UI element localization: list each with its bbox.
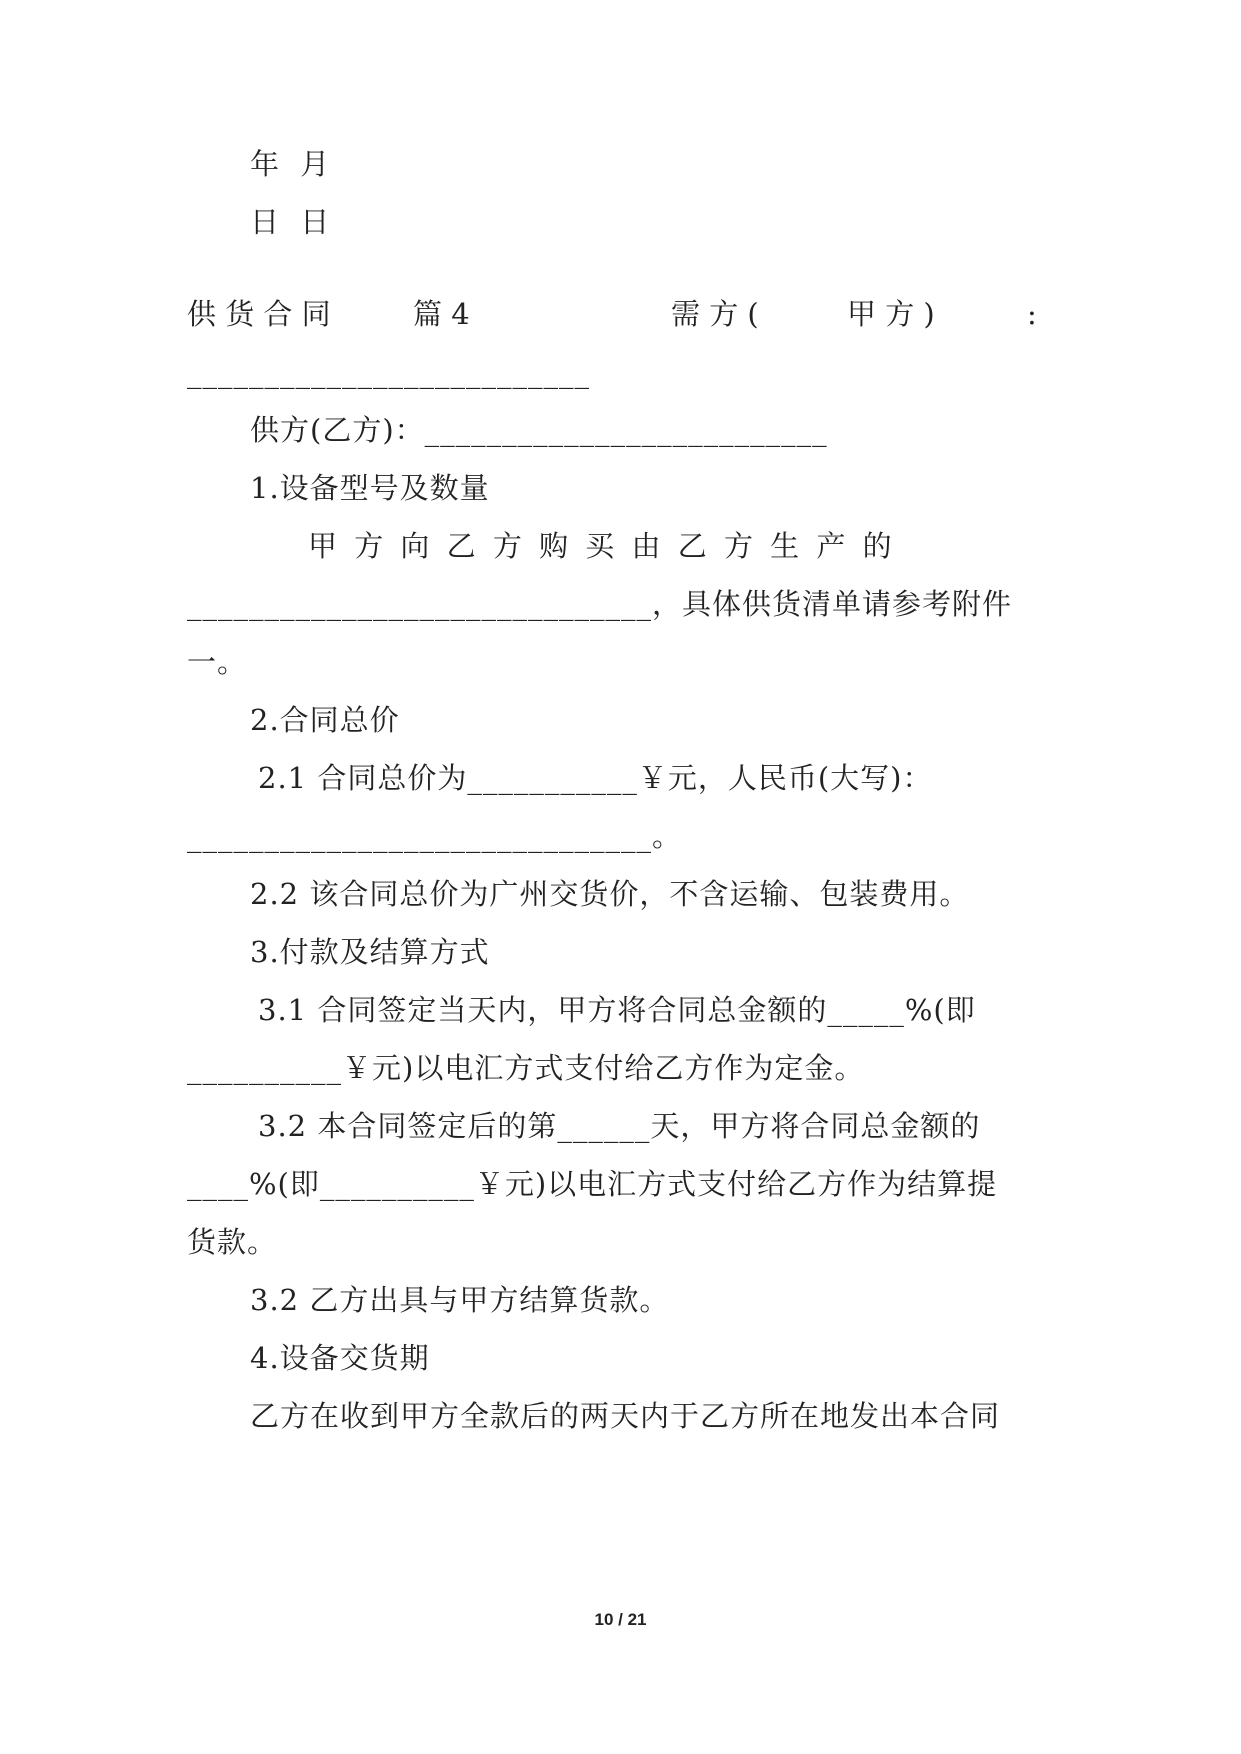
section-3-2-c: 货款。 [187, 1225, 278, 1259]
section-2-heading: 2.合同总价 [250, 703, 400, 737]
contract-number: 篇 4 [413, 297, 470, 331]
section-2-1-a: 2.1 合同总价为___________￥元，人民币(大写)： [258, 761, 933, 795]
page-number: 10 / 21 [594, 1610, 647, 1629]
supplier-line: 供方(乙方)：__________________________ [250, 413, 828, 447]
section-4-text: 乙方在收到甲方全款后的两天内于乙方所在地发出本合同 [250, 1399, 1001, 1433]
buyer-label: 需 方 ( [671, 297, 759, 331]
section-3-heading: 3.付款及结算方式 [250, 935, 490, 969]
section-3-2-settlement: 3.2 乙方出具与甲方结算货款。 [250, 1283, 670, 1317]
contract-title-row [187, 296, 1053, 332]
section-4-heading: 4.设备交货期 [250, 1341, 430, 1375]
date-line-year-month: 年 月 [250, 147, 336, 181]
section-2-2: 2.2 该合同总价为广州交货价，不含运输、包装费用。 [250, 877, 970, 911]
section-3-1-b: __________￥元)以电汇方式支付给乙方作为定金。 [187, 1051, 865, 1085]
buyer-blank: __________________________ [187, 355, 590, 389]
section-1-heading: 1.设备型号及数量 [250, 471, 490, 505]
buyer-party: 甲 方 ) [847, 297, 935, 331]
contract-title: 供 货 合 同 [187, 297, 331, 331]
section-1-text-a: 甲 方 向 乙 方 购 买 由 乙 方 生 产 的 [308, 529, 893, 563]
date-line-day: 日 日 [250, 205, 336, 239]
section-3-2-a: 3.2 本合同签定后的第______天，甲方将合同总金额的 [258, 1109, 981, 1143]
section-2-1-b: ______________________________。 [187, 819, 683, 853]
buyer-colon: : [1027, 297, 1037, 331]
section-3-1-a: 3.1 合同签定当天内，甲方将合同总金额的_____%(即 [258, 993, 976, 1027]
section-1-text-b: ______________________________，具体供货清单请参考附件 [187, 587, 1013, 621]
section-3-2-b: ____%(即__________￥元)以电汇方式支付给乙方作为结算提 [187, 1167, 998, 1201]
section-1-text-c: 一。 [187, 645, 248, 679]
